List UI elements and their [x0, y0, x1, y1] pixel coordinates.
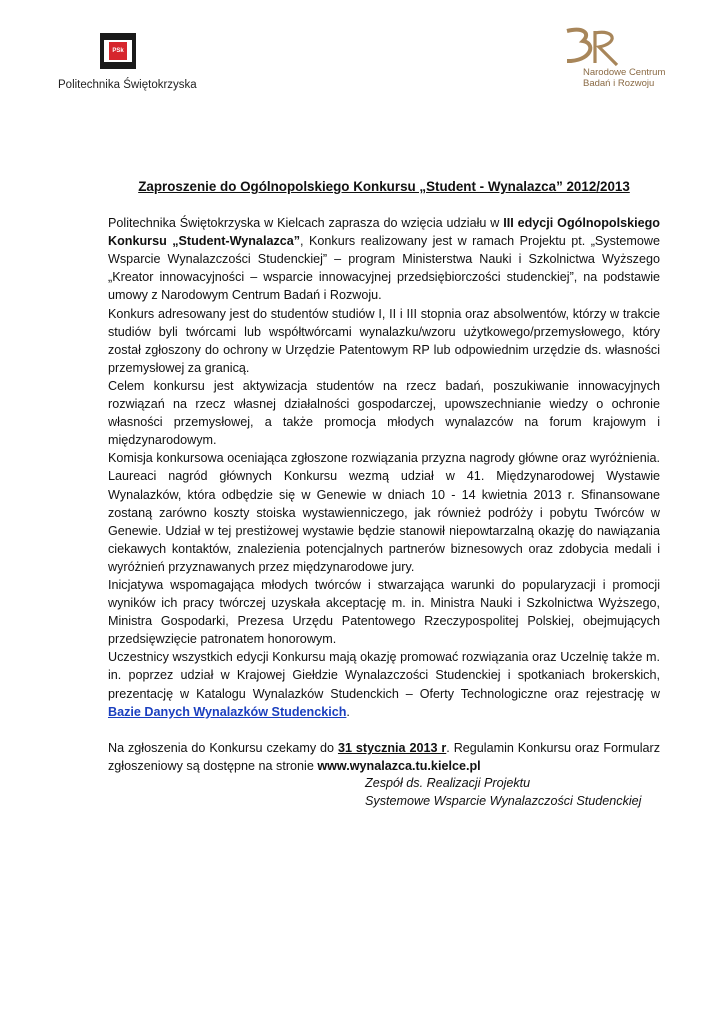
paragraph-deadline: Na zgłoszenia do Konkursu czekamy do 31 stycznia 2013 r. Regulamin Konkursu oraz Formularz zgłoszeniowy są dostępne na stronie www.wynalazca.tu.kielce.pl: [108, 740, 660, 773]
signature-line-1: Zespół ds. Realizacji Projektu: [365, 776, 531, 790]
paragraph-audience: Konkurs adresowany jest do studentów studiów I, II i III stopnia oraz absolwentów, którzy w trakcie studiów byli twórcami lub współtwórcami wynalazku/wzoru użytkowego/przemysłowego, który został zgłoszony do ochrony w Urzędzie Patentowym RP lub odpowiednim urzędzie ds. własności przemysłowej za granicą.: [108, 306, 660, 375]
ncbr-org-name: Narodowe Centrum Badań i Rozwoju: [583, 67, 666, 89]
paragraph-goal: Celem konkursu jest aktywizacja studentów na rzecz badań, poszukiwanie innowacyjnych rozwiązań na rzecz własnej działalności gospodarczej, upowszechnianie wiedzy o ochronie własności przemysłowej, a także promocja młodych wynalazców na forum krajowym i międzynarodowym.: [108, 378, 660, 448]
database-link[interactable]: Bazie Danych Wynalazków Studenckich: [108, 704, 347, 719]
psk-emblem: [100, 33, 136, 69]
website-url[interactable]: www.wynalazca.tu.kielce.pl: [317, 758, 481, 773]
ncbr-logo: [553, 25, 673, 89]
psk-org-name: Politechnika Świętokrzyska: [58, 79, 197, 91]
signature-line-2: Systemowe Wsparcie Wynalazczości Studenckiej: [365, 794, 642, 808]
deadline-date: 31 stycznia 2013 r: [337, 740, 447, 755]
paragraph-awards: Komisja konkursowa oceniająca zgłoszone rozwiązania przyzna nagrody główne oraz wyróżnienia. Laureaci nagród głównych Konkursu wezmą udział w 41. Międzynarodowej Wystawie Wynalazków, która odbędzie się w Genewie w dniach 10 - 14 kwietnia 2013 r. Sfinansowane zostaną zarówno koszty stoiska wystawienniczego, jak również podróży i pobytu Twórców w Genewie. Udział w tej prestiżowej wystawie będzie stanowił niepowtarzalną okazję do nawiązania ciekawych kontaktów, znalezienia potencjalnych partnerów biznesowych oraz zdobycia medali i wyróżnień przyznawanych przez międzynarodowe jury.: [108, 451, 660, 574]
paragraph-patronage: Inicjatywa wspomagająca młodych twórców i stwarzająca warunki do popularyzacji i promocji wyników ich pracy twórczej uzyskała akceptację m. in. Ministra Nauki i Szkolnictwa Wyższego, Ministra Gospodarki, Prezesa Urzędu Patentowego Rzeczypospolitej Polskiej, obejmujących przedsięwzięcie patronatem honorowym.: [108, 577, 660, 647]
document-body: [108, 178, 660, 775]
paragraph-participants: Uczestnicy wszystkich edycji Konkursu mają okazję promować rozwiązania oraz Uczelnię także m. in. poprzez udział w Krajowej Giełdzie Wynalazczości Studenckiej i spotkaniach brokerskich, prezentację w Katalogu Wynalazków Studenckich – Oferty Technologiczne oraz rejestrację w Bazie Danych Wynalazków Studenckich.: [108, 650, 660, 719]
document-title: Zaproszenie do Ogólnopolskiego Konkursu „Student - Wynalazca” 2012/2013: [138, 179, 630, 194]
psk-logo: [58, 33, 197, 91]
signature-block: [365, 774, 641, 810]
psk-badge: PSk: [109, 42, 127, 60]
paragraph-intro: Politechnika Świętokrzyska w Kielcach zaprasza do wzięcia udziału w III edycji Ogólnopolskiego Konkursu „Student-Wynalazca”, Konkurs realizowany jest w ramach Projektu pt. „Systemowe Wsparcie Wynalazczości Studenckiej” – program Ministerstwa Nauki i Szkolnictwa Wyższego „Kreator innowacyjności – wsparcie innowacyjnej przedsiębiorczości studenckiej”, na podstawie umowy z Narodowym Centrum Badań i Rozwoju.: [108, 216, 661, 303]
ncbr-monogram-icon: [553, 25, 633, 67]
